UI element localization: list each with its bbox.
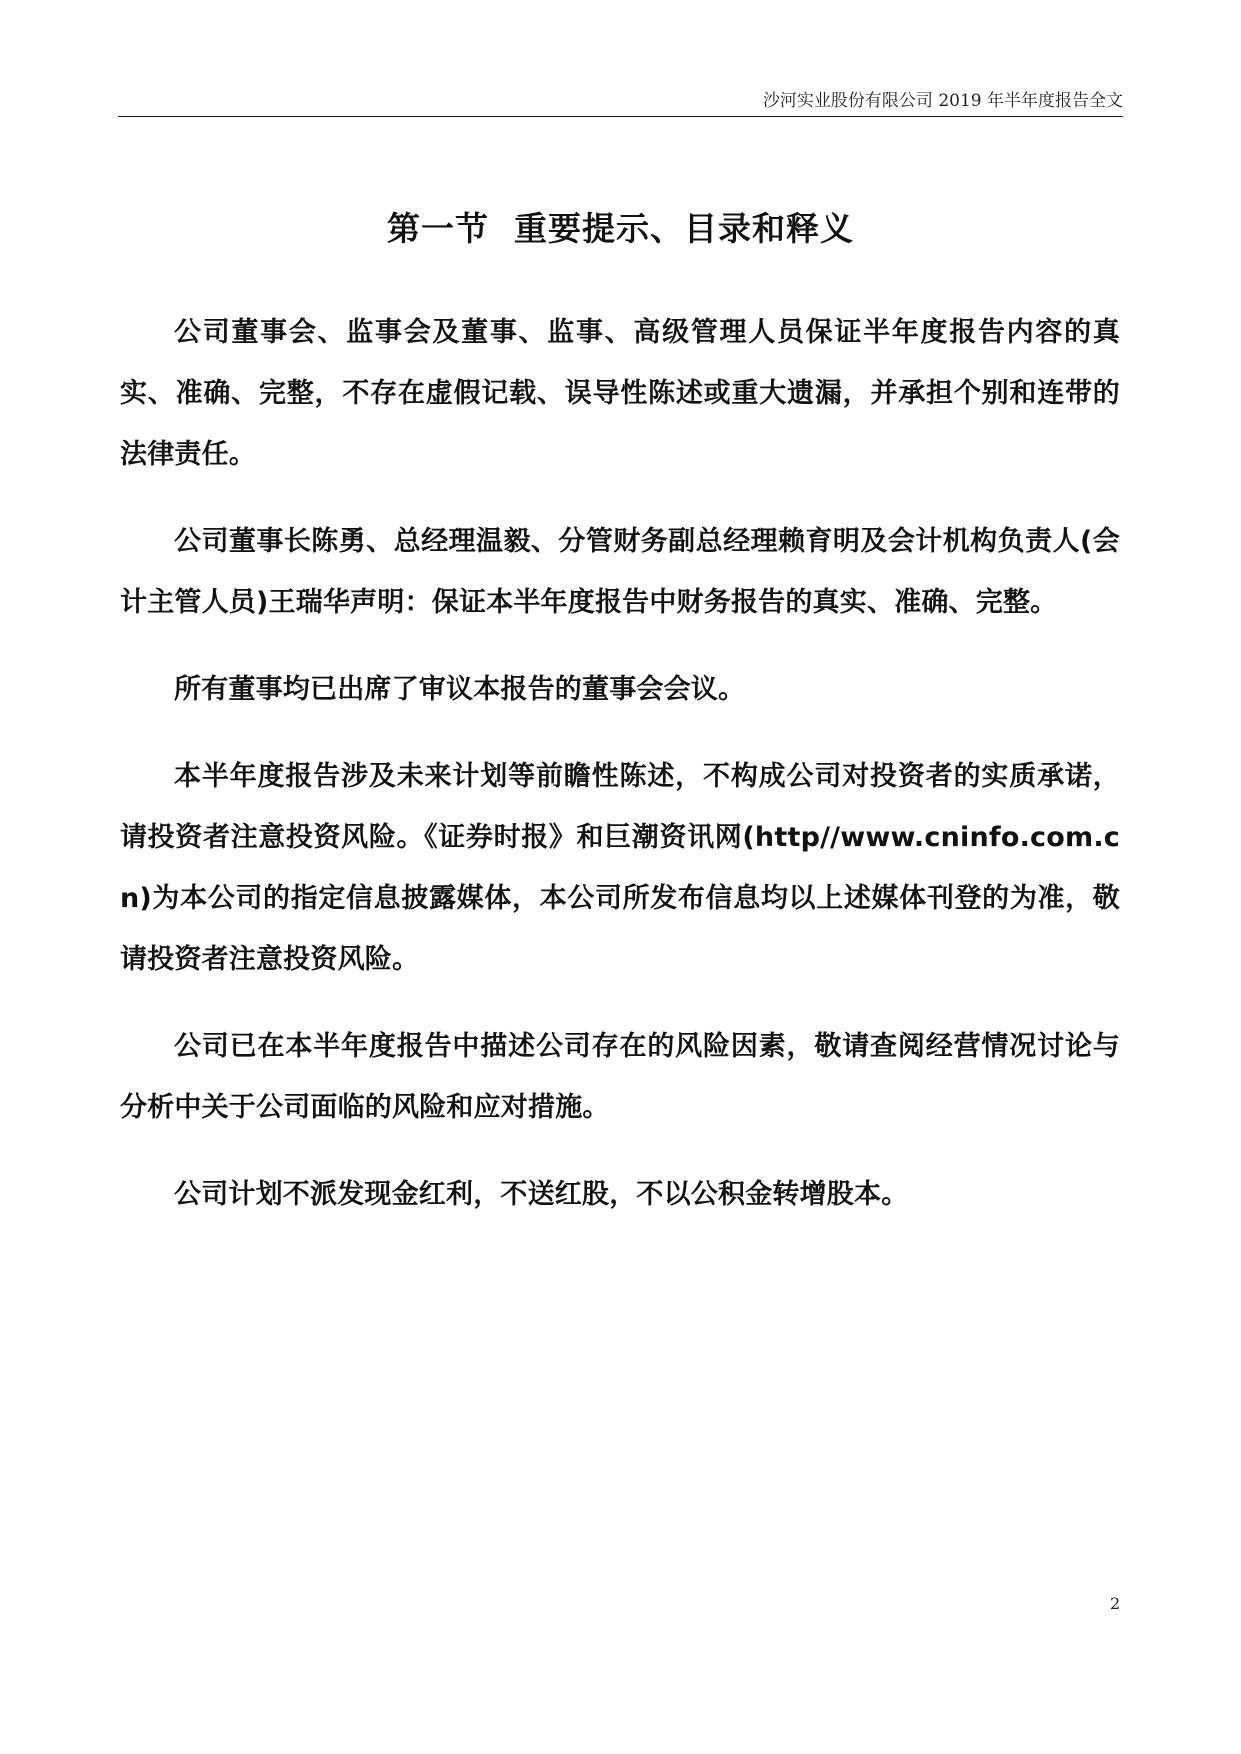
section-title: 第一节 重要提示、目录和释义: [387, 209, 854, 248]
paragraph-executive-declaration: 公司董事长陈勇、总经理温毅、分管财务副总经理赖育明及会计机构负责人(会计主管人员)王瑞华声明：保证本半年度报告中财务报告的真实、准确、完整。: [120, 526, 1120, 618]
paragraph-forward-looking-statement: 本半年度报告涉及未来计划等前瞻性陈述，不构成公司对投资者的实质承诺，请投资者注意投资风险。《证券时报》和巨潮资讯网(http//www.cninfo.com.cn)为本公司的指定信息披露媒体，本公司所发布信息均以上述媒体刊登的为准，敬请投资者注意投资风险。: [120, 761, 1120, 975]
running-title: 沙河实业股份有限公司 2019 年半年度报告全文: [762, 91, 1123, 111]
page-header: [118, 86, 1123, 116]
page-number: 2: [1110, 1594, 1121, 1613]
paragraph-board-guarantee: 公司董事会、监事会及董事、监事、高级管理人员保证半年度报告内容的真实、准确、完整，不存在虚假记载、误导性陈述或重大遗漏，并承担个别和连带的法律责任。: [120, 317, 1120, 470]
paragraph-risk-factors: 公司已在本半年度报告中描述公司存在的风险因素，敬请查阅经营情况讨论与分析中关于公司面临的风险和应对措施。: [120, 1031, 1120, 1123]
header-divider: [118, 116, 1123, 117]
paragraph-dividend-plan: 公司计划不派发现金红利，不送红股，不以公积金转增股本。: [174, 1179, 909, 1210]
paragraph-directors-attendance: 所有董事均已出席了审议本报告的董事会会议。: [174, 674, 746, 705]
document-body: [120, 302, 1120, 1251]
